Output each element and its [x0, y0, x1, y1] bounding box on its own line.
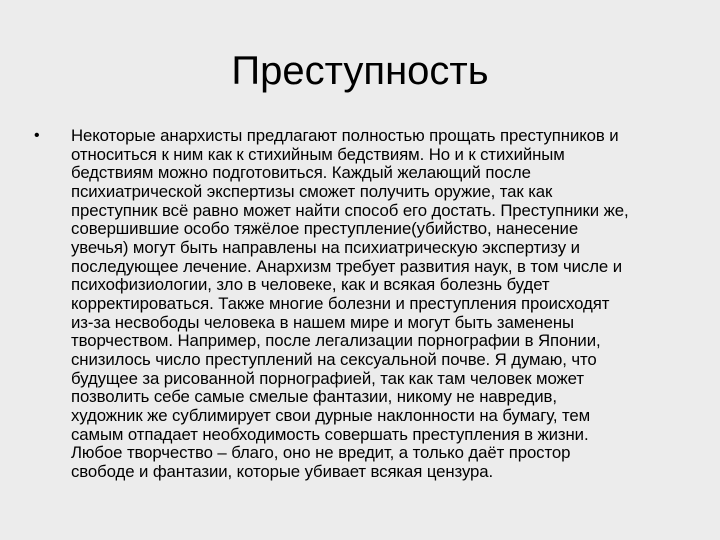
bullet-list	[34, 127, 684, 481]
slide-title: Преступность	[231, 49, 489, 93]
text-line: увечья) могут быть направлены на психиатрическую экспертизу и	[71, 237, 580, 257]
text-line: совершившие особо тяжёлое преступление(убийство, нанесение	[71, 219, 579, 239]
bullet-item	[34, 127, 684, 481]
bullet-text	[71, 127, 684, 481]
text-line: Любое творчество – благо, оно не вредит, а только даёт простор	[71, 443, 571, 463]
text-line: Некоторые анархисты предлагают полностью прощать преступников и	[71, 126, 619, 145]
text-line: творчеством. Например, после легализации порнографии в Японии,	[71, 331, 601, 351]
text-line: последующее лечение. Анархизм требует развития наук, в том числе и	[71, 256, 622, 276]
text-line: из-за несвободы человека в нашем мире и могут быть заменены	[71, 312, 574, 332]
text-line: снизилось число преступлений на сексуальной почве. Я думаю, что	[71, 349, 597, 369]
text-line: преступник всё равно может найти способ его достать. Преступники же,	[71, 200, 629, 220]
text-line: позволить себе самые смелые фантазии, никому не навредив,	[71, 387, 557, 407]
bullet-marker: •	[34, 127, 40, 144]
text-line: относиться к ним как к стихийным бедствиям. Но и к стихийным	[71, 144, 565, 164]
text-line: психиатрической экспертизы сможет получить оружие, так как	[71, 181, 553, 201]
text-line: бедствиям можно подготовиться. Каждый желающий после	[71, 163, 531, 183]
text-line: корректироваться. Также многие болезни и преступления происходят	[71, 293, 610, 313]
text-line: художник же сублимирует свои дурные наклонности на бумагу, тем	[71, 405, 591, 425]
text-line: самым отпадает необходимость совершать преступления в жизни.	[71, 424, 589, 444]
text-line: свободе и фантазии, которые убивает всякая цензура.	[71, 461, 494, 481]
text-line: психофизиологии, зло в человеке, как и всякая болезнь будет	[71, 275, 550, 295]
text-line: будущее за рисованной порнографией, так как там человек может	[71, 368, 584, 388]
